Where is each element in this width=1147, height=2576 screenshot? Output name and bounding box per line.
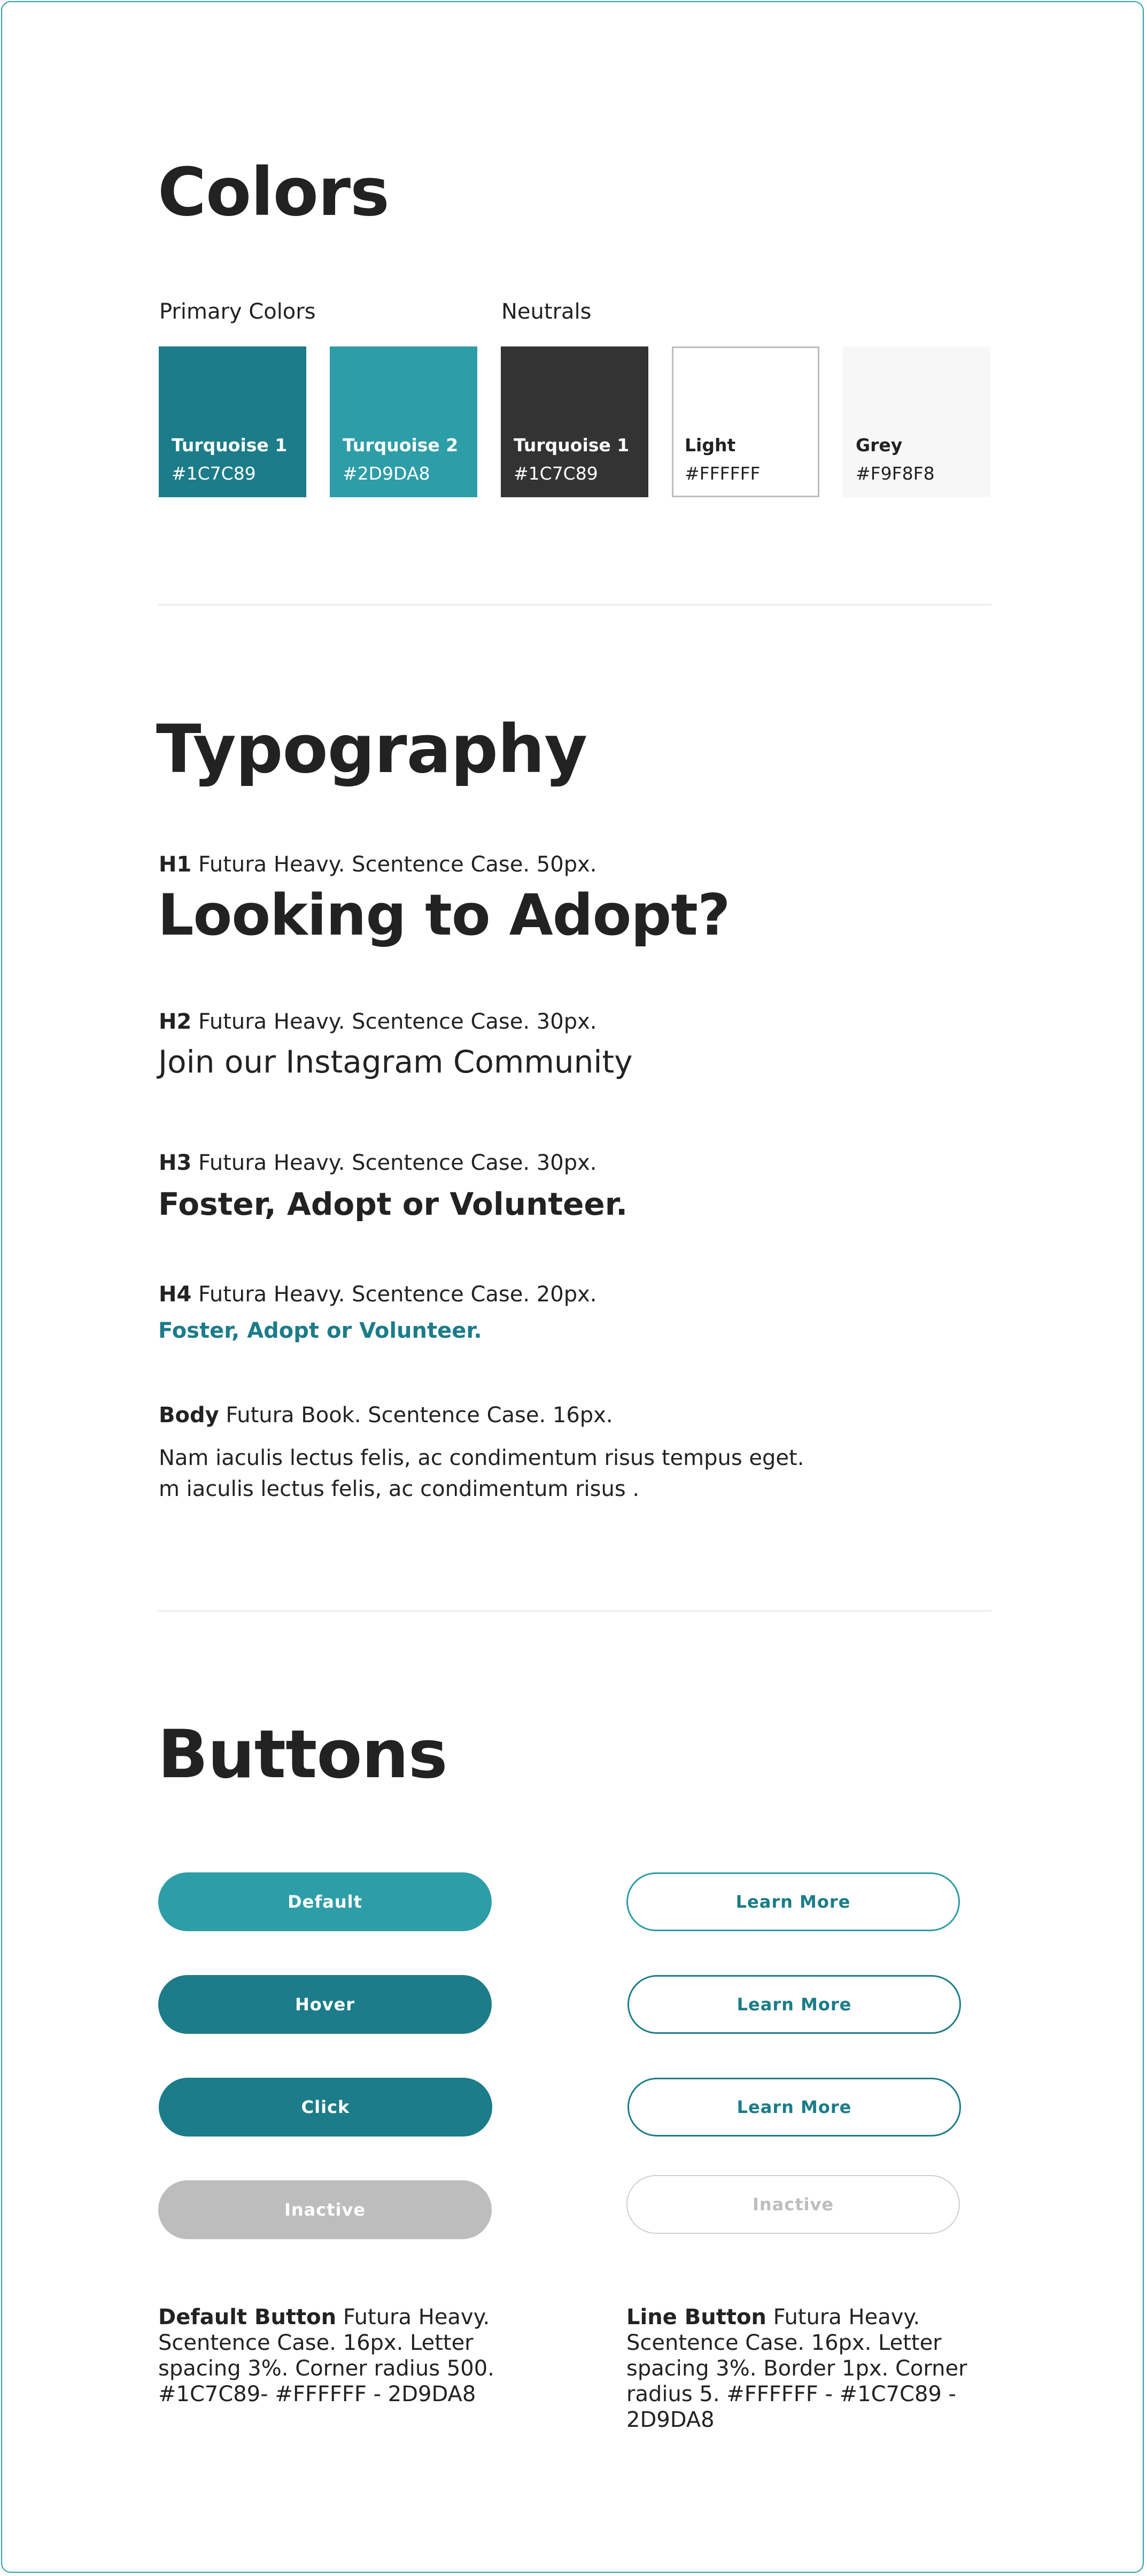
body-spec-text: Futura Book. Scentence Case. 16px. — [219, 1403, 613, 1428]
swatch-name: Turquoise 1 — [172, 435, 288, 456]
swatch-hex: #FFFFFF — [685, 463, 761, 484]
swatch-hex: #F9F8F8 — [856, 463, 935, 484]
buttons-title: Buttons — [158, 1716, 447, 1793]
swatch-grey — [843, 346, 990, 497]
swatch-turquoise-2 — [330, 346, 477, 497]
swatch-dark — [501, 346, 648, 497]
divider — [158, 1610, 991, 1611]
h4-sample: Foster, Adopt or Volunteer. — [158, 1318, 482, 1343]
h2-sample: Join our Instagram Community — [158, 1044, 633, 1080]
body-sample-line-2: m iaculis lectus felis, ac condimentum risus . — [159, 1477, 640, 1501]
line-button-desc-text: Futura Heavy. Scentence Case. 16px. Letter spacing 3%. Border 1px. Corner radius 5. #FFFFFF - #1C7C89 - 2D9DA8 — [626, 2305, 967, 2432]
colors-title: Colors — [158, 154, 389, 231]
h4-tag: H4 — [159, 1282, 192, 1307]
h3-tag: H3 — [159, 1151, 192, 1175]
swatch-name: Turquoise 1 — [514, 435, 630, 456]
body-tag: Body — [159, 1403, 219, 1428]
swatch-light — [672, 346, 819, 497]
body-spec — [159, 1403, 613, 1428]
swatch-hex: #1C7C89 — [514, 463, 598, 484]
swatch-hex: #2D9DA8 — [343, 463, 430, 484]
h2-spec — [159, 1009, 596, 1034]
default-button[interactable]: Default — [158, 1872, 492, 1931]
h1-tag: H1 — [159, 852, 192, 877]
line-button-description — [626, 2304, 968, 2433]
swatch-name: Turquoise 2 — [343, 435, 459, 456]
line-button-desc-title: Line Button — [626, 2305, 766, 2330]
learn-more-line-button-click[interactable]: Learn More — [627, 2078, 961, 2137]
body-sample-line-1: Nam iaculis lectus felis, ac condimentum risus tempus eget. — [159, 1446, 804, 1470]
default-button-description — [158, 2304, 500, 2407]
swatch-name: Grey — [856, 435, 903, 456]
primary-colors-label: Primary Colors — [159, 299, 316, 324]
swatch-hex: #1C7C89 — [172, 463, 256, 484]
h4-spec-text: Futura Heavy. Scentence Case. 20px. — [191, 1282, 597, 1307]
h4-spec — [159, 1282, 596, 1307]
h1-spec-text: Futura Heavy. Scentence Case. 50px. — [191, 852, 597, 877]
h3-spec-text: Futura Heavy. Scentence Case. 30px. — [191, 1151, 597, 1175]
h1-spec — [159, 852, 596, 877]
h2-spec-text: Futura Heavy. Scentence Case. 30px. — [191, 1009, 597, 1034]
inactive-button[interactable]: Inactive — [158, 2180, 492, 2239]
default-button-desc-title: Default Button — [158, 2305, 337, 2330]
neutrals-label: Neutrals — [501, 299, 592, 324]
h2-tag: H2 — [159, 1009, 192, 1034]
typography-title: Typography — [156, 711, 587, 788]
click-button[interactable]: Click — [159, 2078, 492, 2137]
divider — [158, 604, 991, 605]
hover-button[interactable]: Hover — [158, 1975, 492, 2034]
h1-sample: Looking to Adopt? — [158, 882, 730, 948]
swatch-name: Light — [685, 435, 736, 456]
inactive-line-button[interactable]: Inactive — [626, 2175, 960, 2234]
swatch-turquoise-1 — [159, 346, 306, 497]
default-button-desc-text: Futura Heavy. Scentence Case. 16px. Letter spacing 3%. Corner radius 500. #1C7C89- #FFFFFF - 2D9DA8 — [158, 2305, 494, 2407]
h3-sample: Foster, Adopt or Volunteer. — [158, 1186, 628, 1222]
learn-more-line-button-hover[interactable]: Learn More — [627, 1975, 961, 2034]
h3-spec — [159, 1151, 596, 1175]
learn-more-line-button[interactable]: Learn More — [626, 1872, 960, 1931]
